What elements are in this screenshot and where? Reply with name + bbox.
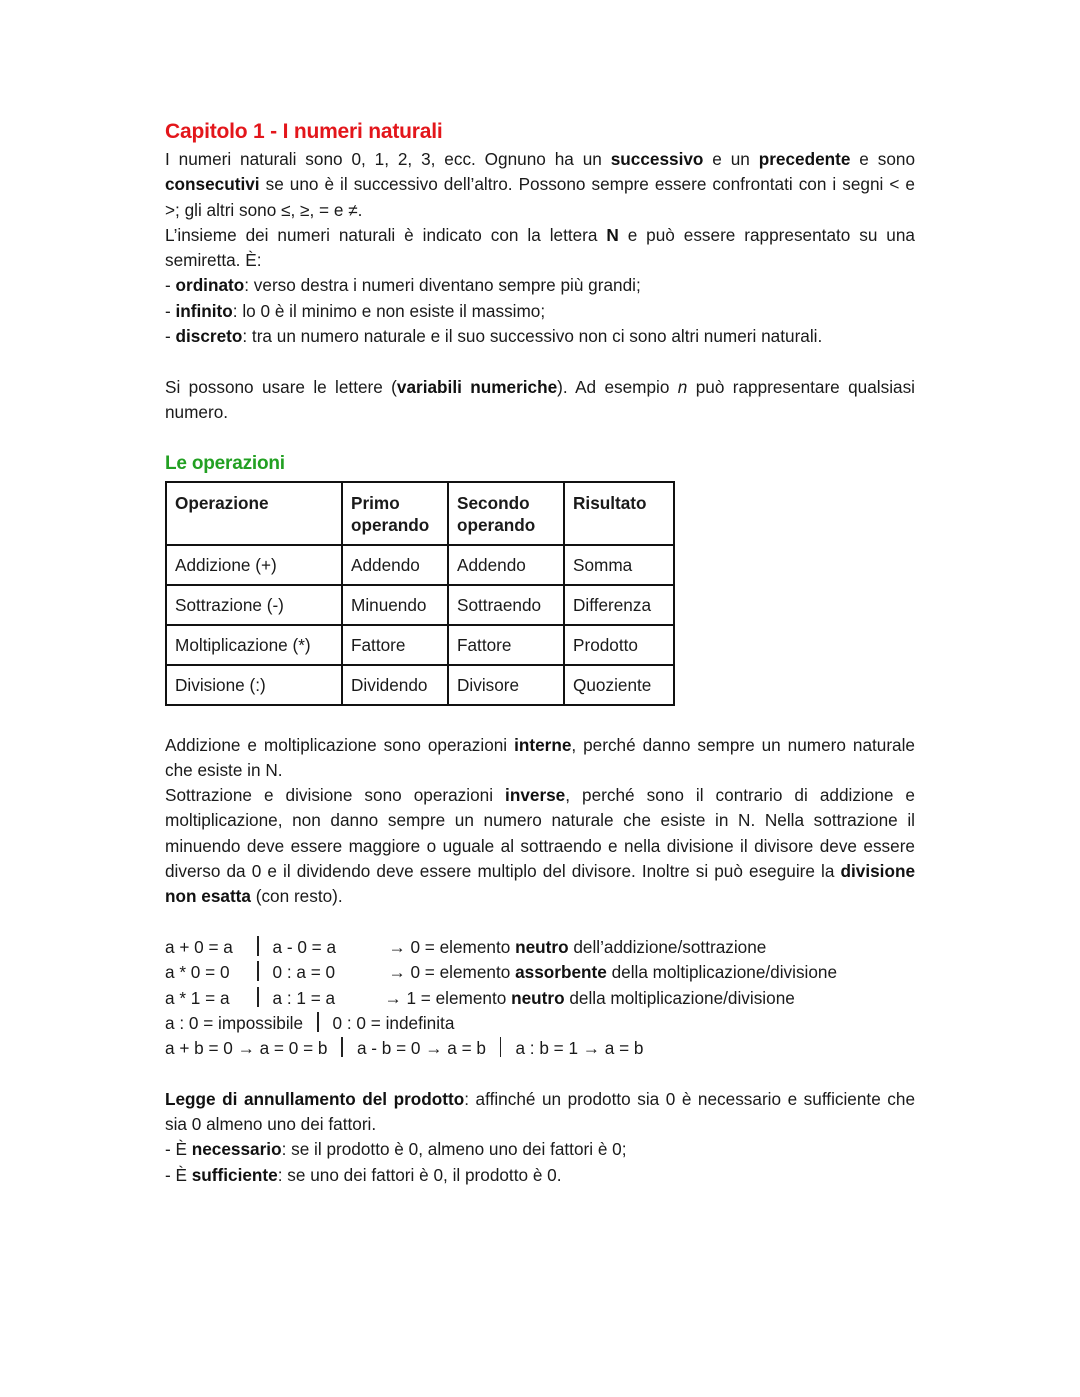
table-cell: Dividendo <box>342 665 448 705</box>
chapter-title: Capitolo 1 - I numeri naturali <box>165 120 443 143</box>
separator <box>317 1012 319 1032</box>
column-header: Primo operando <box>342 482 448 545</box>
spacer <box>165 425 915 450</box>
operations-table <box>165 481 675 706</box>
law-bullet: - È necessario: se il prodotto è 0, almeno uno dei fattori è 0; <box>165 1139 627 1160</box>
identity-line: a * 0 = 0 0 : a = 0 → 0 = elemento assorbente della moltiplicazione/divisione <box>165 962 838 983</box>
property-bullet: - infinito: lo 0 è il minimo e non esiste il massimo; <box>165 300 546 321</box>
term-legge-annullamento: Legge di annullamento del prodotto <box>165 1088 465 1109</box>
spacer <box>165 1061 915 1086</box>
table-cell: Moltiplicazione (*) <box>166 625 342 665</box>
table-row <box>166 585 674 625</box>
property-bullet: - discreto: tra un numero naturale e il suo successivo non ci sono altri numeri naturali. <box>165 326 823 347</box>
term-divisione-non-esatta: divisione non esatta <box>165 861 915 907</box>
document-page <box>165 118 915 1188</box>
term-interne: interne <box>514 734 572 755</box>
separator <box>257 987 259 1007</box>
term-variabili-numeriche: variabili numeriche <box>396 376 558 397</box>
term-successivo: successivo <box>610 149 704 169</box>
table-cell: Divisore <box>448 665 564 705</box>
section-heading-operazioni: Le operazioni <box>165 452 285 474</box>
identity-line: a + 0 = a a - 0 = a → 0 = elemento neutro dell’addizione/sottrazione <box>165 936 767 957</box>
table-cell: Fattore <box>342 625 448 665</box>
variable-n: n <box>677 376 688 397</box>
separator <box>257 961 259 981</box>
column-header: Secondo operando <box>448 482 564 545</box>
special-cases-line: a + b = 0 → a = 0 = b a - b = 0 → a = b a : b = 1 → a = b <box>165 1038 644 1059</box>
table-cell: Addendo <box>342 545 448 585</box>
special-cases-line: a : 0 = impossibile 0 : 0 = indefinita <box>165 1012 455 1033</box>
column-header: Operazione <box>166 482 342 545</box>
separator <box>257 936 259 956</box>
separator <box>500 1037 502 1057</box>
table-cell: Minuendo <box>342 585 448 625</box>
spacer <box>165 910 915 935</box>
property-bullet: - ordinato: verso destra i numeri diventano sempre più grandi; <box>165 275 641 296</box>
table-cell: Addizione (+) <box>166 545 342 585</box>
separator <box>341 1037 343 1057</box>
term-consecutivi: consecutivi <box>165 174 260 195</box>
term-precedente: precedente <box>758 149 851 169</box>
internal-operations-paragraph: Addizione e moltiplicazione sono operazioni interne, perché danno sempre un numero naturale che esiste in N. <box>165 734 915 780</box>
intro-paragraph: I numeri naturali sono 0, 1, 2, 3, ecc. Ognuno ha un successivo e un precedente e sono consecutivi se uno è il successivo dell’altro. Possono sempre essere confrontati con i segni < e >; gli altri sono ≤, ≥, = e ≠. <box>165 149 916 220</box>
variables-paragraph: Si possono usare le lettere (variabili numeriche). Ad esempio n può rappresentare qualsiasi numero. <box>165 376 915 422</box>
identity-line: a * 1 = a a : 1 = a → 1 = elemento neutro della moltiplicazione/divisione <box>165 987 795 1008</box>
table-cell: Prodotto <box>564 625 674 665</box>
set-paragraph: L’insieme dei numeri naturali è indicato con la lettera N e può essere rappresentato su una semiretta. È: <box>165 224 915 271</box>
table-cell: Quoziente <box>564 665 674 705</box>
table-cell: Somma <box>564 545 674 585</box>
table-header-row <box>166 482 674 545</box>
table-cell: Fattore <box>448 625 564 665</box>
table-cell: Sottraendo <box>448 585 564 625</box>
table-cell: Sottrazione (-) <box>166 585 342 625</box>
term-inverse: inverse <box>505 785 566 806</box>
table-row <box>166 625 674 665</box>
term-n: N <box>606 224 619 245</box>
table-cell: Divisione (:) <box>166 665 342 705</box>
law-paragraph: Legge di annullamento del prodotto: affinché un prodotto sia 0 è necessario e sufficiente che sia 0 almeno uno dei fattori. <box>165 1088 915 1135</box>
table-row <box>166 545 674 585</box>
table-cell: Differenza <box>564 585 674 625</box>
table-cell: Addendo <box>448 545 564 585</box>
inverse-operations-paragraph: Sottrazione e divisione sono operazioni inverse, perché sono il contrario di addizione e moltiplicazione, non danno sempre un numero naturale che esiste in N. Nella sottrazione il minuendo deve essere maggiore o uguale al sottraendo e nella divisione il divisore deve essere diverso da 0 e il dividendo deve essere multiplo del divisore. Inoltre si può eseguire la divisione non esatta (con resto). <box>165 785 915 907</box>
spacer <box>165 349 915 374</box>
column-header: Risultato <box>564 482 674 545</box>
law-bullet: - È sufficiente: se uno dei fattori è 0, il prodotto è 0. <box>165 1164 562 1185</box>
table-row <box>166 665 674 705</box>
